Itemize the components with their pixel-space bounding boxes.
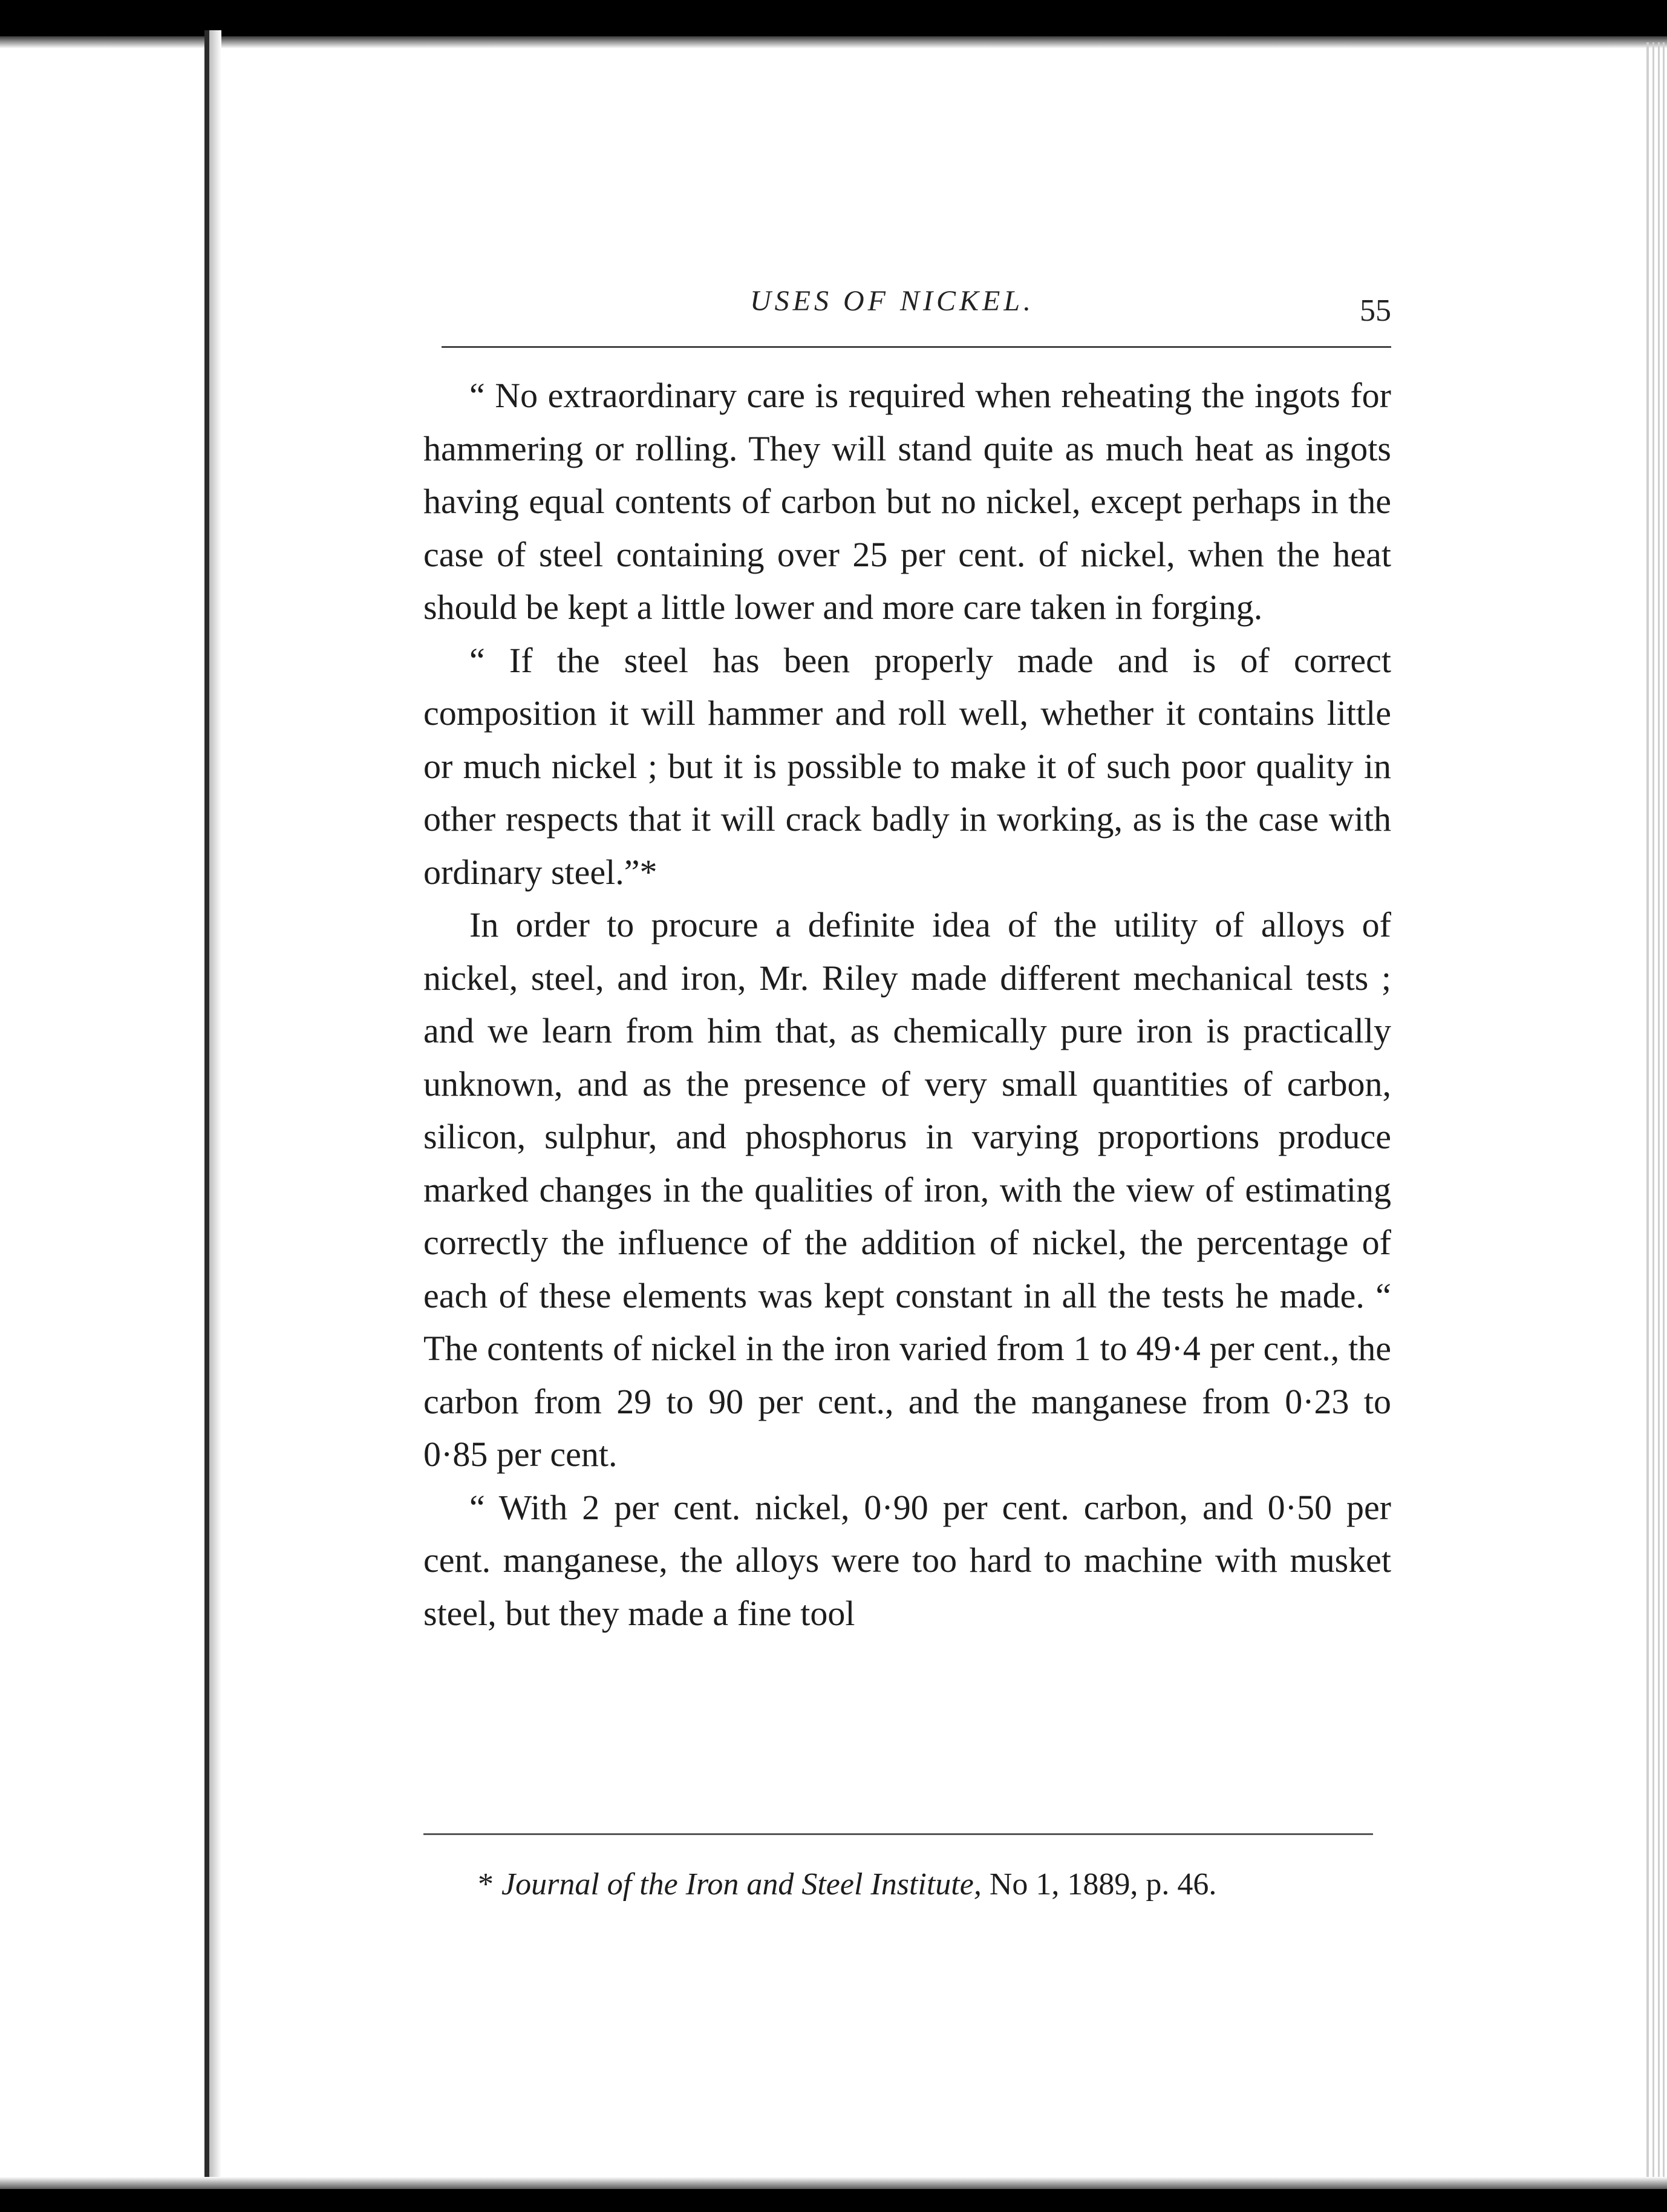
book-binding-edge	[204, 30, 209, 2184]
footnote-citation: No 1, 1889, p. 46.	[981, 1867, 1217, 1902]
page-number: 55	[1360, 293, 1391, 328]
book-binding-shadow	[209, 30, 221, 2184]
paragraph-two-per-cent: “ With 2 per cent. nickel, 0·90 per cent. carbon, and 0·50 per cent. manganese, the alloys were too hard to machine with musket steel, but they made a fine tool	[423, 1487, 1391, 1633]
footnote	[478, 1864, 1385, 1906]
running-head	[423, 278, 1391, 327]
footnote-rule	[423, 1833, 1373, 1835]
footnote-source: Journal of the Iron and Steel Institute,	[501, 1867, 982, 1902]
page-edge-1	[1646, 42, 1649, 2196]
scan-top-shadow	[0, 36, 1667, 48]
page-edge-2	[1652, 42, 1654, 2196]
running-title: USES OF NICKEL.	[750, 285, 1035, 317]
paragraph-reheating: “ No extraordinary care is required when reheating the ingots for hammering or rolling. They will stand quite as much heat as ingots having equal contents of carbon but no nickel, except perhaps in the case of steel containing over 25 per cent. of nickel, when the heat should be kept a little lower and more care taken in forging.	[423, 376, 1391, 627]
scan-bottom-border	[0, 2189, 1667, 2212]
body-text	[423, 369, 1391, 1640]
paragraph-composition: “ If the steel has been properly made and is of correct composition it will hammer and roll well, whether it contains little or much nickel ; but it is possible to make it of such poor quality in other respects that it will crack badly in working, as is the case with ordinary steel.”*	[423, 640, 1391, 892]
footnote-marker: *	[478, 1867, 501, 1902]
scan-bottom-shadow	[0, 2177, 1667, 2189]
header-rule	[442, 346, 1391, 348]
paragraph-riley-tests: In order to procure a definite idea of the utility of alloys of nickel, steel, and iron, Mr. Riley made different mechanical tests ; and we learn from him that, as chemically pure iron is practically unknown, and as the presence of very small quantities of carbon, silicon, sulphur, and phosphorus in varying proportions produce marked changes in the qualities of iron, with the view of estimating correctly the influence of the addition of nickel, the percentage of each of these elements was kept constant in all the tests he made. “ The contents of nickel in the iron varied from 1 to 49·4 per cent., the carbon from 29 to 90 per cent., and the manganese from 0·23 to 0·85 per cent.	[423, 905, 1391, 1474]
page-edge-3	[1658, 42, 1660, 2196]
page-edge-4	[1663, 42, 1665, 2196]
scan-top-border	[0, 0, 1667, 36]
